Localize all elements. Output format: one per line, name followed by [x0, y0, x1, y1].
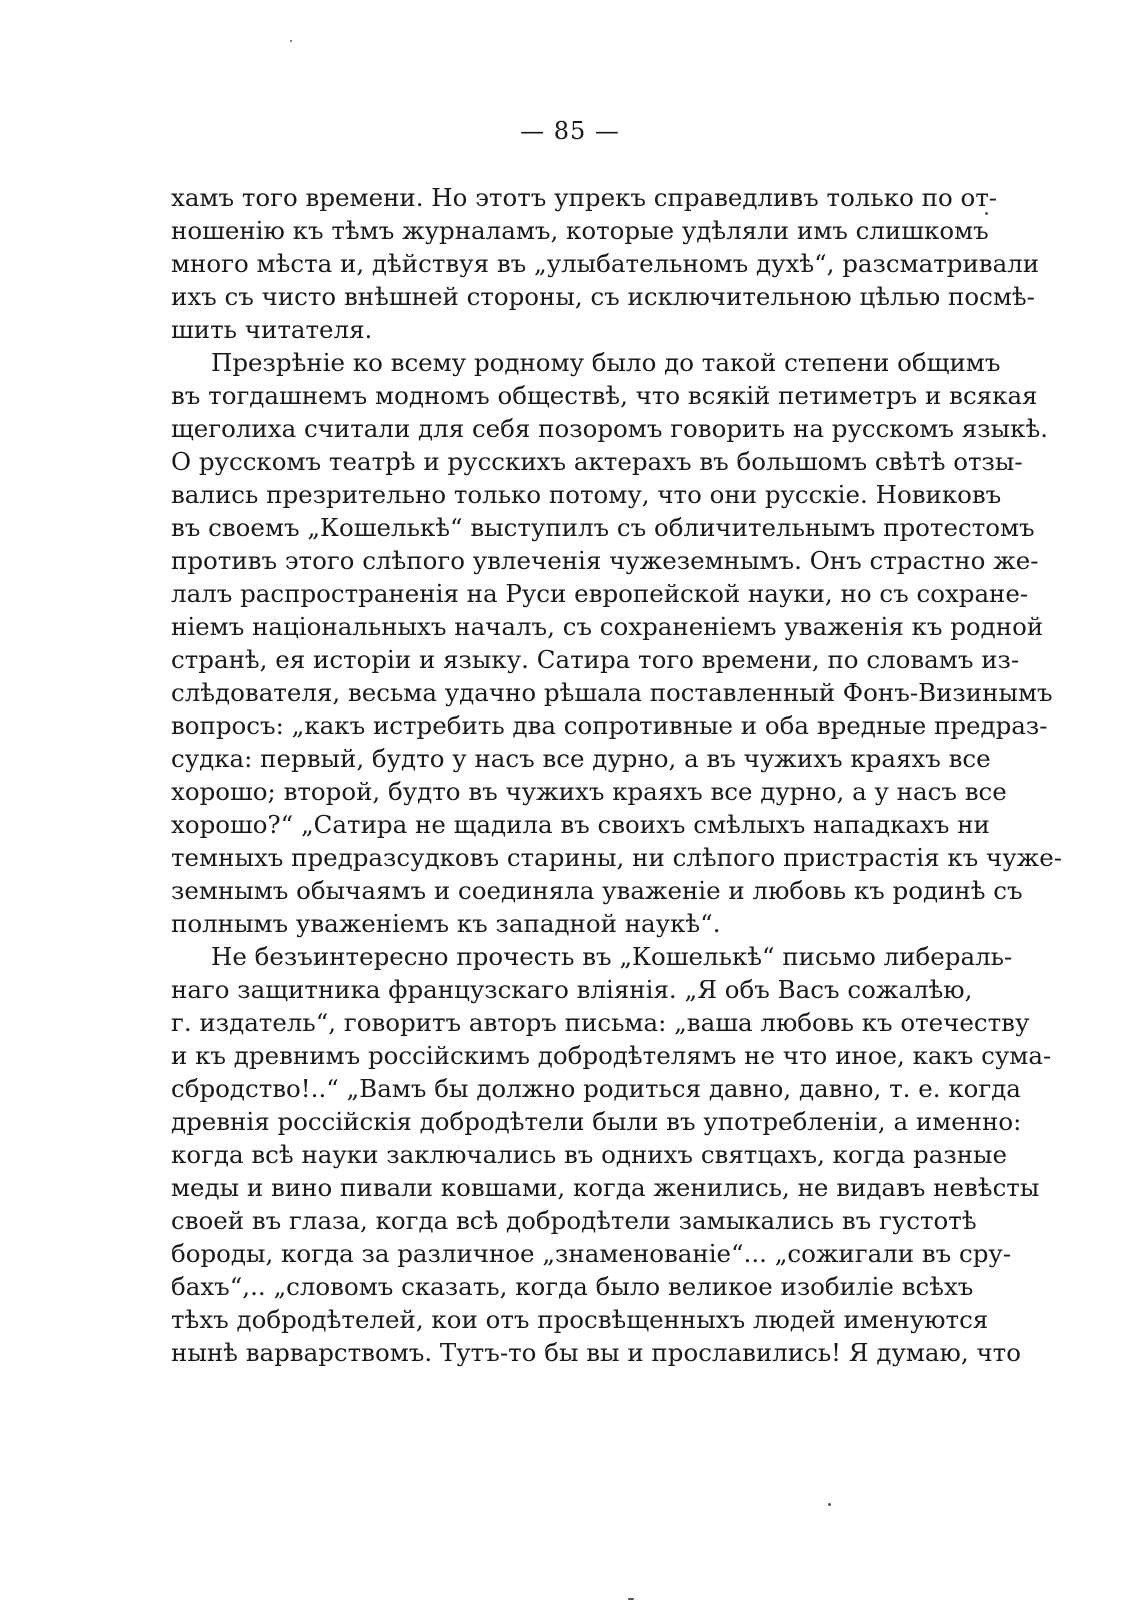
text-line: и къ древнимъ россійскимъ добродѣтелямъ не что иное, какъ сума- — [171, 1041, 1052, 1070]
text-line: хорошо?“ „Сатира не щадила въ своихъ смѣлыхъ нападкахъ ни — [171, 810, 990, 839]
text-line: бахъ“,.. „словомъ сказать, когда было великое изобиліе всѣхъ — [171, 1272, 974, 1301]
scan-speck — [828, 1503, 831, 1506]
text-line: бороды, когда за различное „знаменованіе“... „сожигали въ сру- — [171, 1239, 1012, 1268]
text-line: слѣдователя, весьма удачно рѣшала поставленный Фонъ-Визинымъ — [171, 678, 1053, 707]
text-line: г. издатель“, говоритъ авторъ письма: „ваша любовь къ отечеству — [171, 1008, 1030, 1037]
text-line: наго защитника французскаго вліянія. „Я объ Васъ сожалѣю, — [171, 975, 973, 1004]
text-line: полнымъ уваженіемъ къ западной наукѣ“. — [171, 909, 721, 938]
text-line: своей въ глаза, когда всѣ добродѣтели замыкались въ густотѣ — [171, 1206, 977, 1235]
page-number: — 85 — — [520, 117, 620, 145]
text-line: нынѣ варварствомъ. Тутъ-то бы вы и прославились! Я думаю, что — [171, 1338, 1021, 1367]
text-line: темныхъ предразсудковъ старины, ни слѣпого пристрастія къ чуже- — [171, 843, 1062, 872]
scan-speck — [628, 1598, 634, 1600]
text-line: судка: первый, будто у насъ все дурно, а въ чужихъ краяхъ все — [171, 744, 991, 773]
text-line: Не безъинтересно прочесть въ „Кошелькѣ“ письмо либераль- — [211, 942, 1013, 971]
text-line: шить читателя. — [171, 315, 373, 344]
text-line: древнія россійскія добродѣтели были въ употребленіи, а именно: — [171, 1107, 1022, 1136]
text-line: тѣхъ добродѣтелей, кои отъ просвѣщенныхъ людей именуются — [171, 1305, 989, 1334]
scan-speck — [985, 212, 988, 215]
text-line: вопросъ: „какъ истребить два сопротивные и оба вредные предраз- — [171, 711, 1048, 740]
text-line: лалъ распространенія на Руси европейской науки, но съ сохране- — [171, 579, 1029, 608]
text-line: хамъ того времени. Но этотъ упрекъ справедливъ только по от- — [171, 183, 998, 212]
text-line: ихъ съ чисто внѣшней стороны, съ исключительною цѣлью посмѣ- — [171, 282, 1035, 311]
text-line: ношенію къ тѣмъ журналамъ, которые удѣляли имъ слишкомъ — [171, 216, 989, 245]
text-line: въ тогдашнемъ модномъ обществѣ, что всякій петиметръ и всякая — [171, 381, 1038, 410]
text-line: сбродство!..“ „Вамъ бы должно родиться давно, давно, т. е. когда — [171, 1074, 1021, 1103]
text-line: противъ этого слѣпого увлеченія чужеземнымъ. Онъ страстно же- — [171, 546, 1039, 575]
text-line: вались презрительно только потому, что они русскіе. Новиковъ — [171, 480, 1002, 509]
text-line: хорошо; второй, будто въ чужихъ краяхъ все дурно, а у насъ все — [171, 777, 1007, 806]
text-line: когда всѣ науки заключались въ однихъ святцахъ, когда разные — [171, 1140, 1008, 1169]
text-line: ніемъ національныхъ началъ, съ сохраненіемъ уваженія къ родной — [171, 612, 1044, 641]
text-line: много мѣста и, дѣйствуя въ „улыбательномъ духѣ“, разсматривали — [171, 249, 1040, 278]
text-line: странѣ, ея исторіи и языку. Сатира того времени, по словамъ из- — [171, 645, 1020, 674]
text-line: меды и вино пивали ковшами, когда женились, не видавъ невѣсты — [171, 1173, 1040, 1202]
text-line: щеголиха считали для себя позоромъ говорить на русскомъ языкѣ. — [171, 414, 1048, 443]
text-line: Презрѣніе ко всему родному было до такой степени общимъ — [211, 348, 1001, 377]
text-line: земнымъ обычаямъ и соединяла уваженіе и любовь къ родинѣ съ — [171, 876, 1023, 905]
text-line: О русскомъ театрѣ и русскихъ актерахъ въ большомъ свѣтѣ отзы- — [171, 447, 1023, 476]
scan-speck — [290, 40, 292, 42]
text-line: въ своемъ „Кошелькѣ“ выступилъ съ обличительнымъ протестомъ — [171, 513, 1035, 542]
